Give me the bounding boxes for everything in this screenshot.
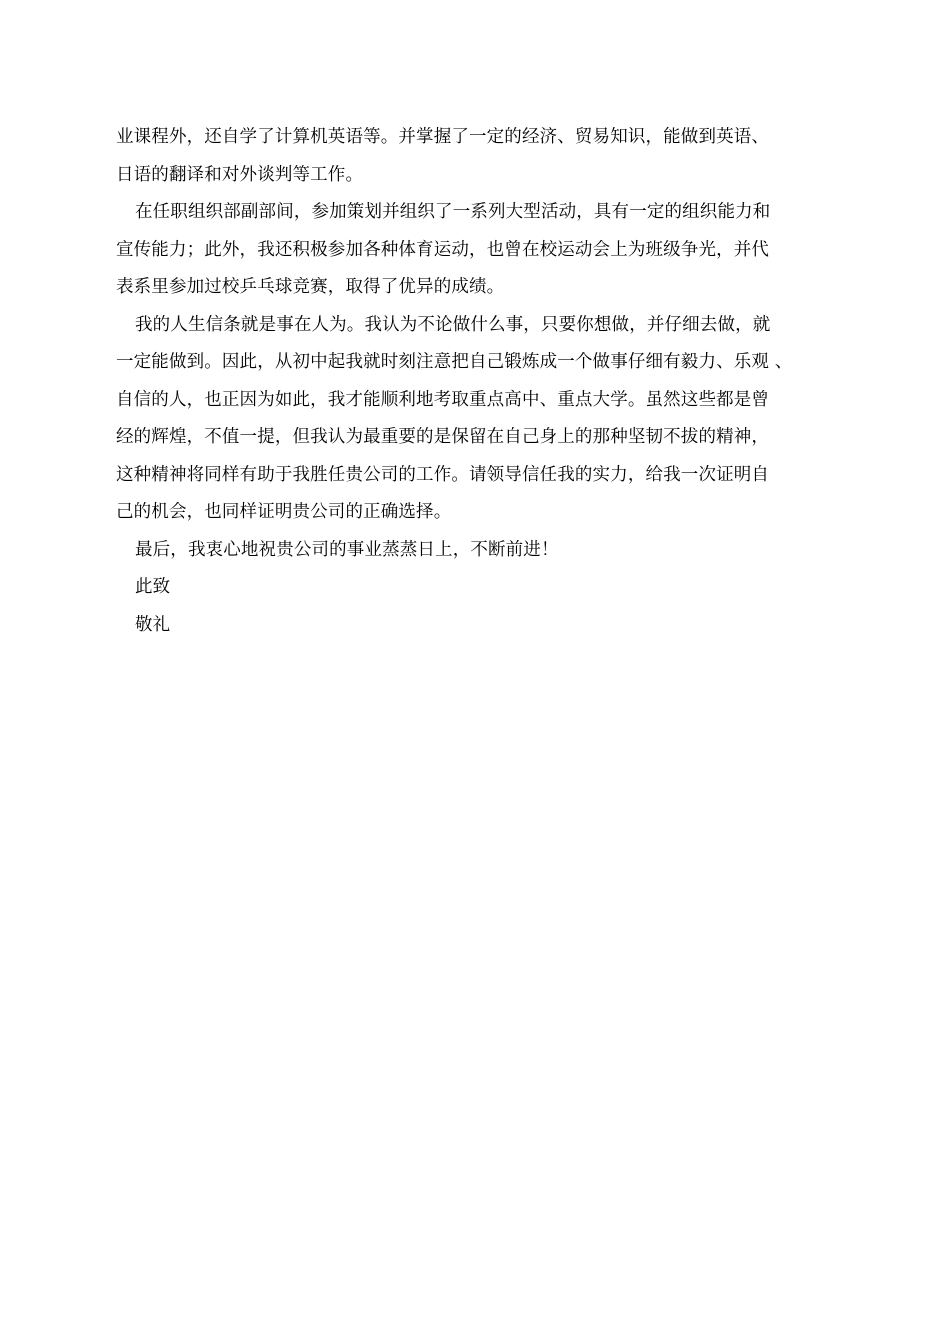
text-line-6: 我的人生信条就是事在人为。我认为不论做什么事，只要你想做，并仔细去做，就 [135,314,771,335]
salutation-cizhi: 此致 [135,577,171,597]
text-line-3: 在任职组织部副部间，参加策划并组织了一系列大型活动，具有一定的组织能力和 [135,202,771,222]
text-line-4: 宣传能力；此外，我还积极参加各种体育运动，也曾在校运动会上为班级争光，并代 [116,239,770,260]
closing-wish: 最后，我衷心地祝贵公司的事业蒸蒸日上，不断前进！ [135,539,559,560]
text-line-2: 日语的翻译和对外谈判等工作。 [116,164,364,185]
salutation-jingli: 敬礼 [135,614,171,635]
text-line-9: 经的辉煌，不值一提，但我认为最重要的是保留在自己身上的那种坚韧不拔的精神， [116,427,770,447]
text-line-5: 表系里参加过校乒乓球竞赛，取得了优异的成绩。 [116,277,505,297]
text-line-11: 己的机会，也同样证明贵公司的正确选择。 [116,502,452,522]
text-line-8: 自信的人，也正因为如此，我才能顺利地考取重点高中、重点大学。虽然这些都是曾 [116,389,770,410]
text-line-10: 这种精神将同样有助于我胜任贵公司的工作。请领导信任我的实力，给我一次证明自 [116,464,770,485]
text-line-7: 一定能做到。因此，从初中起我就时刻注意把自己锻炼成一个做事仔细有毅力、乐观 、 [116,352,793,372]
letter-body [116,119,838,644]
text-line-1: 业课程外，还自学了计算机英语等。并掌握了一定的经济、贸易知识，能做到英语、 [116,127,770,147]
